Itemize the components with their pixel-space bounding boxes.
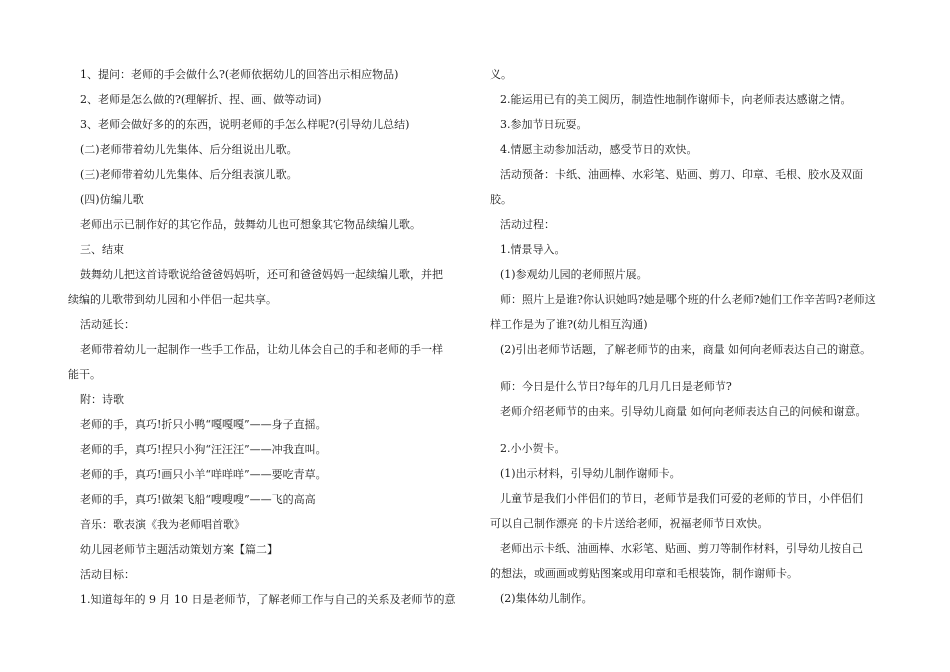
left-paragraph-line: 幼儿园老师节主题活动策划方案【篇二】	[80, 543, 278, 556]
right-paragraph-line: 胶。	[490, 193, 512, 206]
left-paragraph-line: 鼓舞幼儿把这首诗歌说给爸爸妈妈听，还可和爸爸妈妈一起续编儿歌，并把	[80, 268, 443, 281]
left-paragraph-line: 老师的手，真巧!折只小鸭“嘎嘎嘎”——身子直摇。	[80, 418, 327, 431]
left-paragraph-line: 活动目标：	[80, 568, 135, 581]
left-paragraph-line: 活动延长：	[80, 318, 135, 331]
right-paragraph-line: 儿童节是我们小伴侣们的节日，老师节是我们可爱的老师的节日，小伴侣们	[500, 492, 863, 505]
left-paragraph-line: 老师带着幼儿一起制作一些手工作品，让幼儿体会自己的手和老师的手一样	[80, 343, 443, 356]
right-paragraph-line: 3.参加节日玩耍。	[500, 118, 588, 131]
right-paragraph-line: 师：照片上是谁?你认识她吗?她是哪个班的什么老师?她们工作辛苦吗?老师这	[500, 293, 876, 306]
right-paragraph-line: 师：今日是什么节日?每年的几月几日是老师节?	[500, 380, 732, 393]
left-paragraph-line: (二)老师带着幼儿先集体、后分组说出儿歌。	[80, 143, 298, 156]
right-paragraph-line: 活动过程：	[500, 218, 555, 231]
left-paragraph-line: 2、老师是怎么做的?(理解折、捏、画、做等动词)	[80, 93, 322, 106]
left-paragraph-line: (三)老师带着幼儿先集体、后分组表演儿歌。	[80, 168, 298, 181]
right-paragraph-line: 义。	[490, 68, 512, 81]
right-paragraph-line: 老师介绍老师节的由来。引导幼儿商量 如何向老师表达自己的问候和谢意。	[500, 405, 867, 418]
left-paragraph-line: 三、结束	[80, 243, 124, 256]
right-paragraph-line: 2.能运用已有的美工阅历，制造性地制作谢师卡，向老师表达感谢之情。	[500, 93, 852, 106]
left-paragraph-line: 1、提问：老师的手会做什么?(老师依据幼儿的回答出示相应物品)	[80, 68, 399, 81]
right-paragraph-line: 老师出示卡纸、油画棒、水彩笔、贴画、剪刀等制作材料，引导幼儿按自己	[500, 542, 863, 555]
left-paragraph-line: 能干。	[68, 368, 101, 381]
left-paragraph-line: 续编的儿歌带到幼儿园和小伴侣一起共享。	[68, 293, 277, 306]
right-paragraph-line: (2)集体幼儿制作。	[500, 592, 593, 605]
left-paragraph-line: 老师的手，真巧!画只小羊“咩咩咩”——要吃青草。	[80, 468, 327, 481]
left-paragraph-line: 附：诗歌	[80, 393, 124, 406]
left-paragraph-line: 老师出示已制作好的其它作品，鼓舞幼儿也可想象其它物品续编儿歌。	[80, 218, 421, 231]
left-paragraph-line: 老师的手，真巧!捏只小狗“汪汪汪”——冲我直叫。	[80, 443, 327, 456]
left-paragraph-line: 音乐：歌表演《我为老师唱首歌》	[80, 518, 245, 531]
right-paragraph-line: (1)参观幼儿园的老师照片展。	[500, 268, 648, 281]
right-paragraph-line: 可以自己制作漂亮 的卡片送给老师，祝福老师节日欢快。	[490, 517, 769, 530]
left-paragraph-line: 3、老师会做好多的的东西，说明老师的手怎么样呢?(引导幼儿总结)	[80, 118, 410, 131]
right-paragraph-line: 2.小小贺卡。	[500, 442, 566, 455]
right-paragraph-line: 活动预备：卡纸、油画棒、水彩笔、贴画、剪刀、印章、毛根、胶水及双面	[500, 168, 863, 181]
right-paragraph-line: (1)出示材料，引导幼儿制作谢师卡。	[500, 467, 681, 480]
left-paragraph-line: 老师的手，真巧!做架飞船“嗖嗖嗖”——飞的高高	[80, 493, 316, 506]
left-paragraph-line: 1.知道每年的 9 月 10 日是老师节，了解老师工作与自己的关系及老师节的意	[80, 593, 456, 606]
right-paragraph-line: 4.情愿主动参加活动，感受节日的欢快。	[500, 143, 698, 156]
right-paragraph-line: 样工作是为了谁?(幼儿相互沟通)	[490, 318, 648, 331]
right-paragraph-line: (2)引出老师节话题，了解老师节的由来，商量 如何向老师表达自己的谢意。	[500, 343, 872, 356]
right-paragraph-line: 1.情景导入。	[500, 243, 566, 256]
right-paragraph-line: 的想法，或画画或剪贴图案或用印章和毛根装饰，制作谢师卡。	[490, 567, 798, 580]
left-paragraph-line: (四)仿编儿歌	[80, 193, 144, 206]
